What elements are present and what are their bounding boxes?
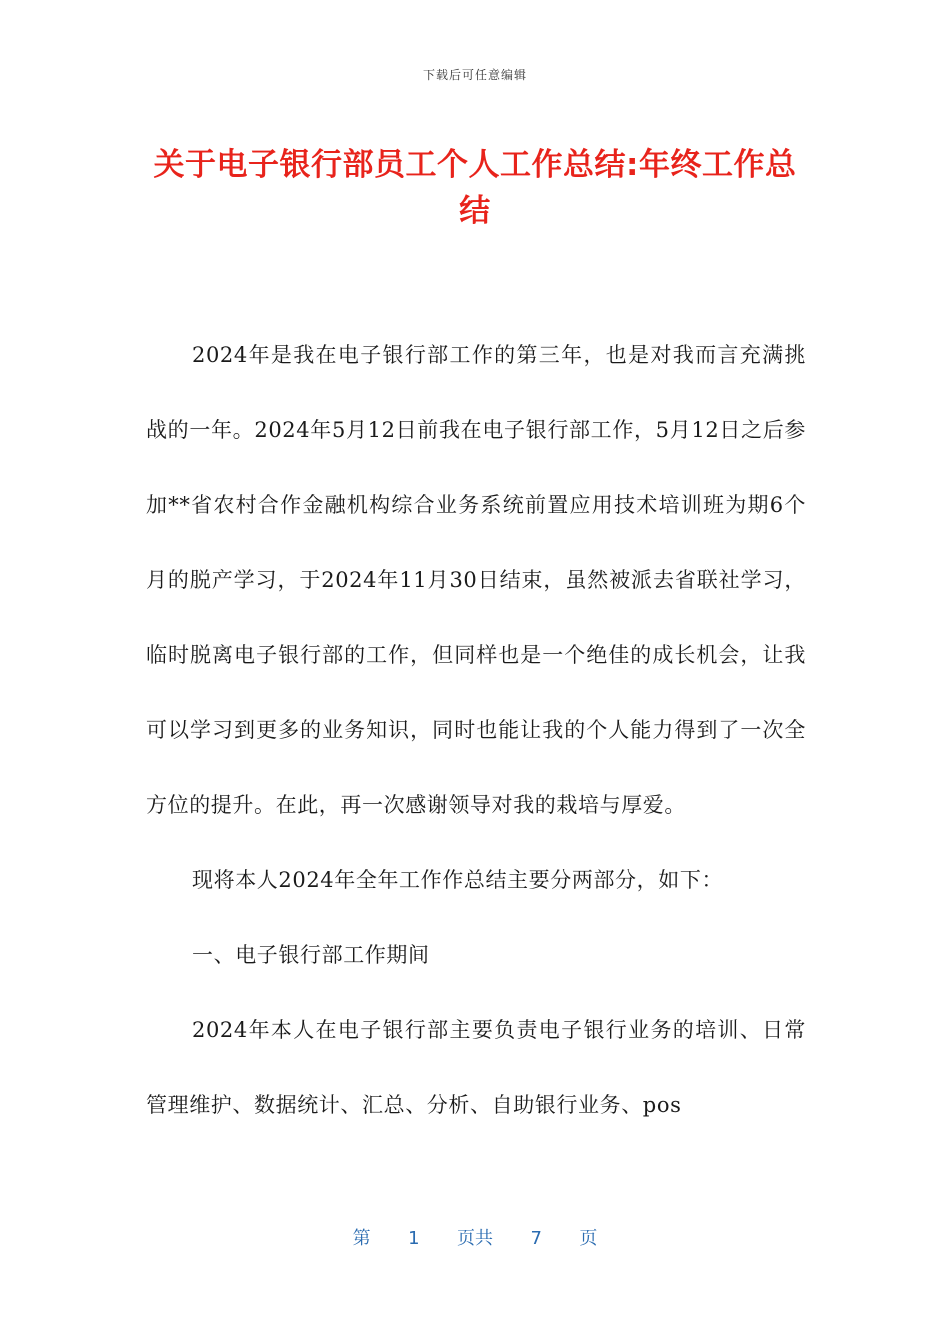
page-number-footer: [0, 1224, 950, 1250]
header-note: 下载后可任意编辑: [422, 68, 527, 82]
footer-total-pages: 7: [530, 1228, 542, 1249]
document-body: [146, 318, 806, 1143]
footer-prefix: 第: [352, 1228, 371, 1249]
paragraph: 2024年是我在电子银行部工作的第三年，也是对我而言充满挑战的一年。2024年5月12日前我在电子银行部工作，5月12日之后参加**省农村合作金融机构综合业务系统前置应用技术培训班为期6个月的脱产学习，于2024年11月30日结束，虽然被派去省联社学习，临时脱离电子银行部的工作，但同样也是一个绝佳的成长机会，让我可以学习到更多的业务知识，同时也能让我的个人能力得到了一次全方位的提升。在此，再一次感谢领导对我的栽培与厚爱。: [146, 343, 806, 817]
footer-middle: 页共: [457, 1228, 493, 1249]
section-heading: 一、电子银行部工作期间: [192, 943, 430, 967]
paragraph: 现将本人2024年全年工作作总结主要分两部分，如下：: [192, 868, 724, 892]
document-title: 关于电子银行部员工个人工作总结:年终工作总结: [153, 147, 797, 229]
paragraph: 2024年本人在电子银行部主要负责电子银行业务的培训、日常管理维护、数据统计、汇总、分析、自助银行业务、pos: [146, 1018, 806, 1117]
footer-suffix: 页: [579, 1228, 598, 1249]
footer-page-number: 1: [408, 1228, 420, 1249]
